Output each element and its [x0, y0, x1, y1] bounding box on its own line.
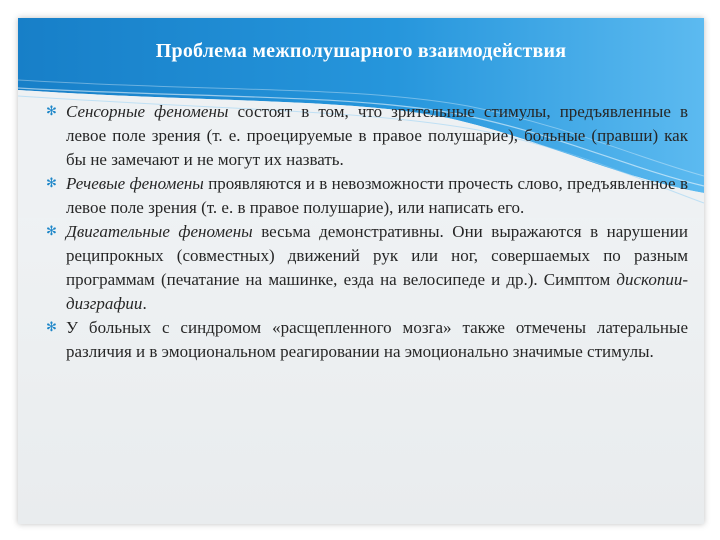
list-item	[46, 220, 688, 316]
asterisk-bullet-icon: ✻	[46, 224, 57, 239]
item-term: Сенсорные феномены	[66, 102, 229, 121]
item-term: Речевые феномены	[66, 174, 204, 193]
asterisk-bullet-icon: ✻	[46, 104, 57, 119]
item-text: У больных с синдромом «расщепленного мозга» также отмечены латеральные различия и в эмоциональном реагировании на эмоционально значимые стимулы.	[66, 318, 688, 361]
asterisk-bullet-icon: ✻	[46, 176, 57, 191]
item-term: Двигательные феномены	[66, 222, 253, 241]
list-item	[46, 172, 688, 220]
item-text: весьма демонстративны. Они выражаются в нарушении реципрокных (совместных) движений рук или ног, совершаемых по разным программам (печатание на машинке, езда на велосипеде и др.). Симптом	[66, 222, 688, 289]
page-title: Проблема межполушарного взаимодействия	[155, 40, 567, 62]
list-item	[46, 316, 688, 364]
item-text-end: .	[142, 294, 147, 313]
item-term-secondary: дископии-дизграфии	[66, 270, 688, 313]
asterisk-bullet-icon: ✻	[46, 320, 57, 335]
list-item	[46, 100, 688, 172]
item-text: состоят в том, что зрительные стимулы, предъявленные в левое поле зрения (т. е. проецируемые в правое полушарие), больные (правши) как бы не замечают и не могут их назвать.	[66, 102, 688, 169]
slide-card	[18, 18, 704, 524]
bullet-list	[46, 100, 688, 364]
item-text: проявляются и в невозможности прочесть слово, предъявленное в левое поле зрения (т. е. в правое полушарие), или написать его.	[66, 174, 688, 217]
